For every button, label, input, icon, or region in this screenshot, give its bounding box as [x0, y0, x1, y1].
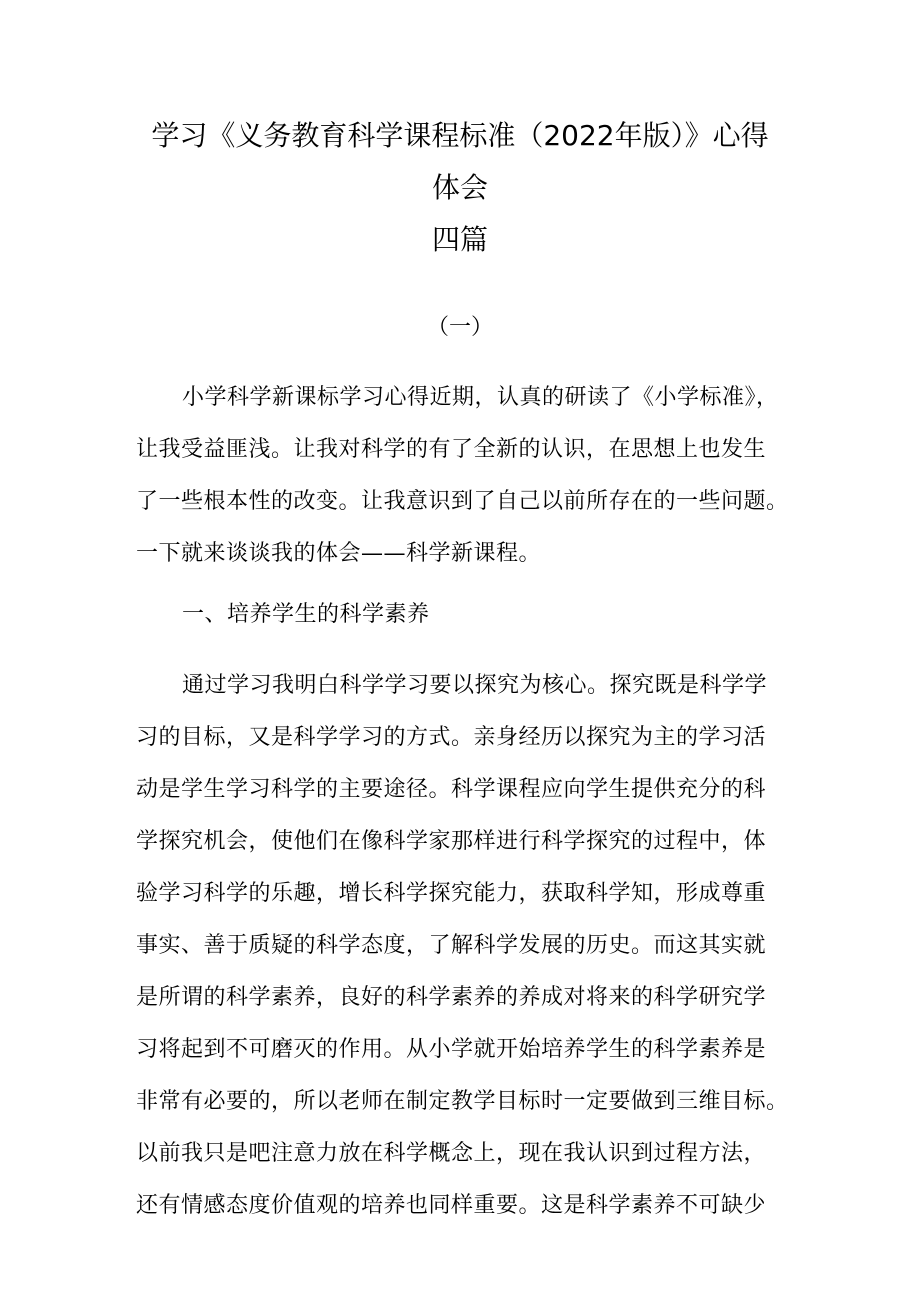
paragraph-line: 还有情感态度价值观的培养也同样重要。这是科学素养不可缺少 — [136, 1193, 767, 1218]
paragraph-line: 是所谓的科学素养，良好的科学素养的养成对将来的科学研究学 — [136, 985, 767, 1010]
paragraph-line: 学探究机会，使他们在像科学家那样进行科学探究的过程中，体 — [136, 829, 767, 854]
section-number: （一） — [426, 315, 493, 340]
paragraph-line: 通过学习我明白科学学习要以探究为核心。探究既是科学学 — [182, 673, 768, 698]
paragraph-line: 非常有必要的，所以老师在制定教学目标时一定要做到三维目标。 — [136, 1089, 789, 1114]
heading-line: 一、培养学生的科学素养 — [182, 602, 430, 627]
paragraph-line: 验学习科学的乐趣，增长科学探究能力，获取科学知，形成尊重 — [136, 881, 767, 906]
paragraph-line: 让我受益匪浅。让我对科学的有了全新的认识，在思想上也发生 — [136, 437, 767, 462]
paragraph-line: 一下就来谈谈我的体会——科学新课程。 — [136, 541, 542, 566]
paragraph-intro — [136, 372, 806, 580]
paragraph-line: 习的目标，又是科学学习的方式。亲身经历以探究为主的学习活 — [136, 725, 767, 750]
title-line-3: 四篇 — [431, 223, 488, 256]
title-line-2: 体会 — [431, 171, 488, 204]
paragraph-line: 了一些根本性的改变。让我意识到了自己以前所存在的一些问题。 — [136, 489, 789, 514]
paragraph-line: 小学科学新课标学习心得近期，认真的研读了《小学标准》， — [182, 385, 779, 410]
paragraph-line: 以前我只是吧注意力放在科学概念上，现在我认识到过程方法， — [136, 1141, 767, 1166]
paragraph-line: 动是学生学习科学的主要途径。科学课程应向学生提供充分的科 — [136, 777, 767, 802]
paragraph-line: 事实、善于质疑的科学态度，了解科学发展的历史。而这其实就 — [136, 933, 767, 958]
section-heading — [136, 589, 806, 641]
title-line-1: 学习《义务教育科学课程标准（2022年版）》心得 — [151, 119, 769, 152]
document-title — [0, 110, 920, 266]
paragraph-line: 习将起到不可磨灭的作用。从小学就开始培养学生的科学素养是 — [136, 1037, 767, 1062]
paragraph-body — [136, 660, 806, 1232]
